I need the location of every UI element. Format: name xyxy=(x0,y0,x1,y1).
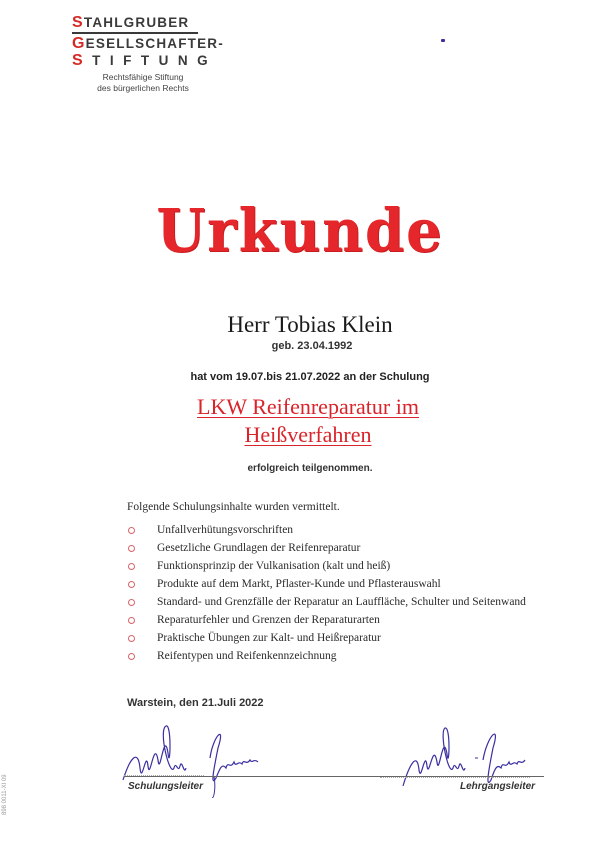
topic-item: Reparaturfehler und Grenzen der Reparaturarten xyxy=(128,611,526,629)
role-course-leader: Lehrgangsleiter xyxy=(460,781,536,792)
logo-subtitle: Rechtsfähige Stiftung des bürgerlichen Rechts xyxy=(97,71,189,93)
foundation-logo xyxy=(72,14,222,94)
topic-item: Praktische Übungen zur Kalt- und Heißreparatur xyxy=(128,629,526,647)
recipient-name: Herr Tobias Klein xyxy=(227,312,393,337)
circle-bullet-icon xyxy=(128,527,135,534)
form-serial-number: 898 0011-XI 09 xyxy=(2,774,8,815)
role-training-leader: Schulungsleiter xyxy=(128,781,204,792)
logo-line-3: STIFTUNG xyxy=(72,51,218,69)
signature-dotted-line-right xyxy=(380,777,530,779)
circle-bullet-icon xyxy=(128,545,135,552)
topic-item: Standard- und Grenzfälle der Reparatur an Lauffläche, Schulter und Seitenwand xyxy=(128,593,526,611)
signature-dotted-line-left xyxy=(124,775,204,777)
topic-item: Gesetzliche Grundlagen der Reifenreparatur xyxy=(128,539,526,557)
training-period: hat vom 19.07.bis 21.07.2022 an der Schulung xyxy=(190,371,430,383)
circle-bullet-icon xyxy=(128,635,135,642)
topics-list xyxy=(128,521,526,665)
circle-bullet-icon xyxy=(128,599,135,606)
logo-line-2: GESELLSCHAFTER- xyxy=(72,34,224,52)
place-and-date: Warstein, den 21.Juli 2022 xyxy=(127,697,264,709)
logo-line-1: STAHLGRUBER xyxy=(72,14,190,31)
topic-item: Funktionsprinzip der Vulkanisation (kalt und heiß) xyxy=(128,557,526,575)
certificate-title: Urkunde xyxy=(156,196,444,266)
topics-intro: Folgende Schulungsinhalte wurden vermittelt. xyxy=(127,501,340,513)
completion-statement: erfolgreich teilgenommen. xyxy=(247,463,373,474)
topic-item: Reifentypen und Reifenkennzeichnung xyxy=(128,647,526,665)
circle-bullet-icon xyxy=(128,653,135,660)
recipient-birthdate: geb. 23.04.1992 xyxy=(271,340,353,352)
topic-item: Produkte auf dem Markt, Pflaster-Kunde und Pflasterauswahl xyxy=(128,575,526,593)
ink-dot xyxy=(441,39,445,42)
logo-rule xyxy=(72,32,198,34)
circle-bullet-icon xyxy=(128,563,135,570)
circle-bullet-icon xyxy=(128,581,135,588)
topic-item: Unfallverhütungsvorschriften xyxy=(128,521,526,539)
circle-bullet-icon xyxy=(128,617,135,624)
course-title: LKW Reifenreparatur im Heißverfahren xyxy=(197,394,419,447)
